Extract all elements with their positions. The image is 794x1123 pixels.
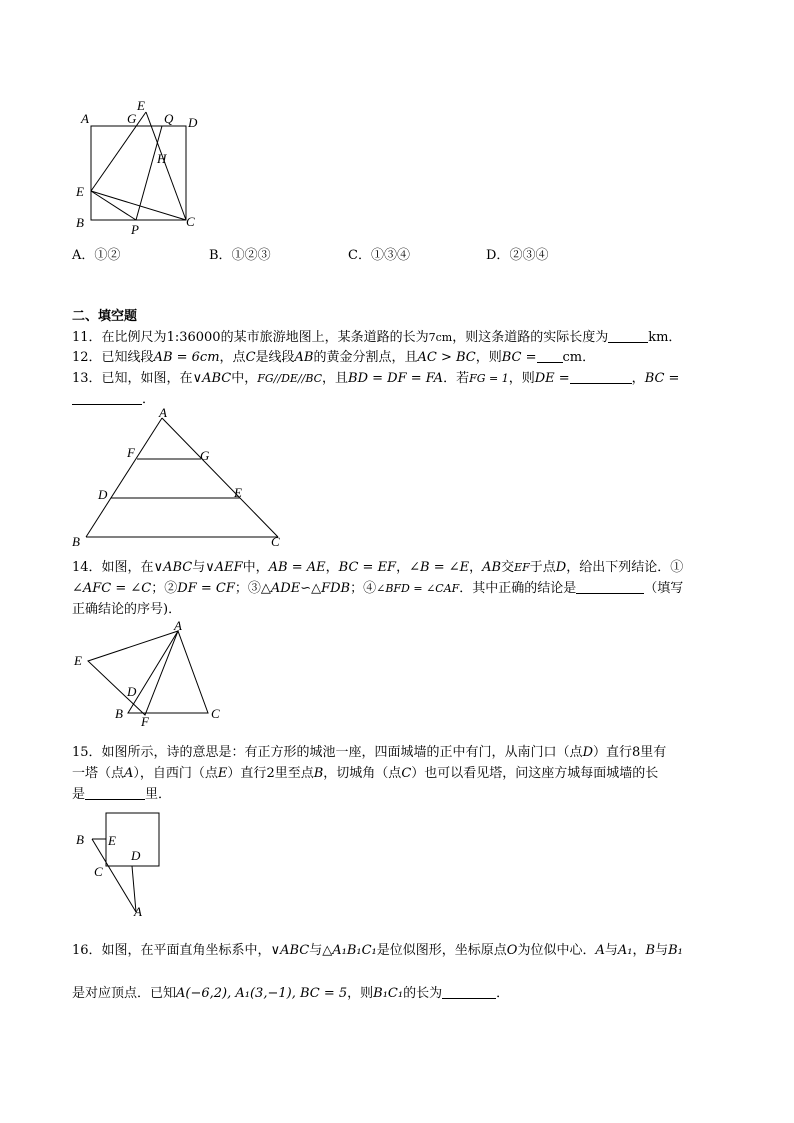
q16-text-mid2: 为位似中心．: [517, 943, 596, 958]
option-b-text: ①②③: [231, 248, 271, 263]
q11-unit: km．: [648, 330, 682, 345]
q16-a: A: [595, 943, 605, 958]
q16-and: 与: [309, 943, 323, 958]
figure-q14: [70, 617, 230, 727]
q14-result-1: ∠AFC = ∠C: [72, 581, 152, 596]
q13-text-mid3: ．若: [443, 371, 470, 386]
label-a: A: [174, 618, 182, 633]
q15-c: C: [401, 766, 412, 781]
q15-l3b: 里．: [145, 787, 172, 802]
q11-length: 7cm: [428, 331, 453, 344]
segment-gc: [146, 112, 186, 220]
label-a: A: [134, 904, 142, 919]
q13-bc: BC =: [644, 371, 680, 386]
q16-number: 16．: [72, 943, 102, 958]
label-e-top: E: [137, 98, 145, 113]
q13-text-pre: 已知，如图，在: [101, 371, 193, 386]
q14-n3: ③: [247, 581, 261, 596]
q15-l2b: ），自西门（点: [133, 766, 218, 781]
q14-text-mid1: 中，: [242, 560, 269, 575]
q12-text-mid1: ，点: [219, 350, 246, 365]
q14-answer-blank[interactable]: [576, 580, 644, 594]
q16-answer-blank[interactable]: [442, 985, 496, 999]
q14-n4: ④: [363, 581, 377, 596]
question-15-line3: [72, 783, 171, 802]
q12-ab: AB = 6cm: [153, 350, 220, 365]
option-d-text: ②③④: [509, 248, 549, 263]
q12-text-pre: 已知线段: [101, 350, 154, 365]
option-a: [72, 244, 120, 263]
figure-q15: [70, 808, 170, 920]
q12-bc: BC =: [501, 350, 537, 365]
q15-l2c: ）直行: [227, 766, 267, 781]
option-d-letter: D．: [486, 248, 510, 263]
label-g: G: [127, 111, 137, 126]
q13-comma: ，: [631, 371, 645, 386]
q15-a: A: [124, 766, 134, 781]
q15-e: E: [217, 766, 228, 781]
q16-end: ．: [496, 986, 510, 1001]
label-c: C: [271, 534, 280, 549]
q13-number: 13．: [72, 371, 102, 386]
segment-ep: [91, 191, 136, 220]
segment-ec: [91, 191, 186, 220]
label-d: D: [98, 487, 108, 502]
q14-sep-1: ；: [151, 581, 165, 596]
q14-result-3: △ADE∽△FDB: [260, 581, 351, 596]
q13-bc-blank[interactable]: [72, 391, 142, 405]
label-a: A: [81, 111, 89, 126]
q11-text-post: ，则这条道路的实际长度为: [452, 330, 609, 345]
q14-sep-2: ；: [234, 581, 248, 596]
q16-text-mid1: 是位似图形，坐标原点: [376, 943, 507, 958]
question-13: [72, 367, 679, 386]
option-a-letter: A．: [72, 248, 95, 263]
label-c: C: [186, 214, 195, 229]
q14-text-pre: 如图，在: [101, 560, 154, 575]
q11-text-mid: 的某市旅游地图上，某条道路的长为: [220, 330, 429, 345]
q14-n2: ②: [164, 581, 178, 596]
label-b: B: [76, 215, 84, 230]
label-d: D: [188, 115, 198, 130]
q14-text-mid3: ，给出下列结论．: [566, 560, 671, 575]
q16-text-pre: 如图，在平面直角坐标系中，: [101, 943, 271, 958]
q16-triangle-2: △A₁B₁C₁: [322, 943, 377, 958]
q15-number: 15．: [72, 745, 102, 760]
q16-l2a: 是对应顶点．已知: [72, 986, 177, 1001]
figure-q10: [74, 98, 204, 238]
q15-l1a: 如图所示，诗的意思是：有正方形的城池一座，四面城墙的正中有门，从南门口（点: [101, 745, 583, 760]
question-14-line2: [72, 577, 683, 596]
q16-b1c1: B₁C₁: [373, 986, 404, 1001]
question-12: [72, 346, 595, 365]
q16-yu-2: 与: [655, 943, 669, 958]
q15-d: D: [582, 745, 593, 760]
option-b-letter: B．: [209, 248, 232, 263]
label-a: A: [159, 405, 167, 420]
label-b: B: [76, 832, 84, 847]
label-q: Q: [164, 111, 174, 126]
question-16-line2: [72, 982, 509, 1001]
side-ab: [86, 418, 162, 537]
q16-l2b: ，则: [347, 986, 374, 1001]
q15-b: B: [313, 766, 324, 781]
q12-number: 12．: [72, 350, 102, 365]
q12-answer-blank[interactable]: [537, 349, 563, 363]
section-title: 二、填空题: [72, 309, 138, 324]
q13-end: ．: [142, 392, 156, 407]
q12-unit: cm．: [562, 350, 596, 365]
q12-cond: AC > BC: [417, 350, 476, 365]
q15-8: 8: [632, 745, 641, 760]
q16-sep: ，: [632, 943, 646, 958]
label-f: F: [141, 714, 149, 727]
label-c: C: [211, 706, 220, 721]
question-15-line2: [72, 762, 658, 781]
option-b: [209, 244, 271, 263]
q14-sep-3: ；: [350, 581, 364, 596]
q14-result-4: ∠BFD = ∠CAF: [376, 582, 460, 595]
q12-text-mid4: ，则: [475, 350, 502, 365]
q13-text-mid4: ，则: [508, 371, 535, 386]
question-15: [72, 741, 666, 760]
q15-l2e: ，切城角（点: [323, 766, 402, 781]
option-c: [348, 244, 410, 263]
label-d: D: [131, 848, 141, 863]
q12-text-mid2: 是线段: [255, 350, 295, 365]
q14-eq-1: AB = AE: [268, 560, 326, 575]
q13-de-blank[interactable]: [570, 370, 632, 384]
q14-result-2: DF = CF: [177, 581, 235, 596]
q15-l2a: 一塔（点: [72, 766, 125, 781]
q13-fg: FG = 1: [469, 372, 509, 385]
q16-o: O: [506, 943, 518, 958]
side-ac: [162, 418, 278, 537]
q16-a1: A₁: [617, 943, 633, 958]
segment-eg: [91, 112, 146, 191]
question-11: [72, 326, 681, 345]
q16-b: B: [645, 943, 656, 958]
q14-triangle-2: ∨AEF: [205, 560, 243, 575]
q11-answer-blank[interactable]: [608, 329, 648, 343]
q14-tail: （填写: [644, 581, 684, 596]
label-e: E: [234, 485, 242, 500]
q16-condition: A(−6,2), A₁(3,−1), BC = 5: [176, 986, 348, 1001]
q12-text-mid3: 的黄金分割点，且: [313, 350, 418, 365]
q15-l2f: ）也可以看见塔，问这座方城每面城墙的长: [411, 766, 659, 781]
question-16: [72, 939, 683, 958]
label-b: B: [72, 534, 80, 549]
triangle-aef: [88, 631, 178, 715]
q13-equal: BD = DF = FA: [348, 371, 444, 386]
q13-text-mid2: ，且: [322, 371, 349, 386]
q15-l2d: 里至点: [274, 766, 314, 781]
option-c-text: ①③④: [370, 248, 410, 263]
q14-d: D: [555, 560, 567, 575]
q11-text-pre: 在比例尺为: [101, 330, 167, 345]
q16-l2c: 的长为: [403, 986, 443, 1001]
q15-2: 2: [266, 766, 275, 781]
q14-n1: ①: [670, 560, 684, 575]
figure-q13: [68, 405, 283, 550]
label-e: E: [108, 833, 116, 848]
q14-text-mid4: ．其中正确的结论是: [459, 581, 577, 596]
q11-scale: 1:36000: [166, 330, 221, 345]
q13-de: DE =: [534, 371, 570, 386]
label-f: F: [127, 445, 135, 460]
q14-comma-1: ，: [325, 560, 339, 575]
label-e: E: [74, 653, 82, 668]
label-d: D: [127, 684, 137, 699]
q16-b1: B₁: [668, 943, 683, 958]
segment-pq: [136, 126, 162, 220]
label-b: B: [115, 706, 123, 721]
label-c: C: [94, 864, 103, 879]
label-p: P: [131, 222, 139, 237]
q16-yu-1: 与: [604, 943, 618, 958]
q12-c: C: [245, 350, 256, 365]
q14-ef: EF: [514, 561, 530, 574]
q13-parallel: FG//DE//BC: [257, 372, 323, 385]
q14-jiao: 交: [501, 560, 515, 575]
option-a-text: ①②: [94, 248, 121, 263]
q14-eq-2: BC = EF: [338, 560, 397, 575]
q14-triangle-1: ∨ABC: [153, 560, 193, 575]
q14-comma-2: ，: [396, 560, 410, 575]
option-c-letter: C．: [348, 248, 371, 263]
q11-number: 11．: [72, 330, 102, 345]
q14-text-mid2: 于点: [529, 560, 556, 575]
label-h: H: [157, 151, 167, 166]
question-14-line3: 正确结论的序号)．: [72, 602, 182, 617]
q13-text-mid1: 中，: [231, 371, 258, 386]
q15-answer-blank[interactable]: [85, 786, 145, 800]
q14-number: 14．: [72, 560, 102, 575]
q14-ab: AB: [482, 560, 502, 575]
q15-l3a: 是: [72, 787, 86, 802]
q12-ab2: AB: [294, 350, 314, 365]
q13-triangle: ∨ABC: [192, 371, 232, 386]
label-g: G: [200, 448, 210, 463]
q14-eq-3: ∠B = ∠E: [409, 560, 470, 575]
question-14: [72, 556, 683, 575]
q15-l1b: ）直行: [593, 745, 633, 760]
option-d: [486, 244, 548, 263]
q15-l1c: 里有: [640, 745, 667, 760]
q14-comma-3: ，: [469, 560, 483, 575]
label-e: E: [76, 184, 84, 199]
q14-and: 与: [192, 560, 206, 575]
q16-triangle-1: ∨ABC: [270, 943, 310, 958]
